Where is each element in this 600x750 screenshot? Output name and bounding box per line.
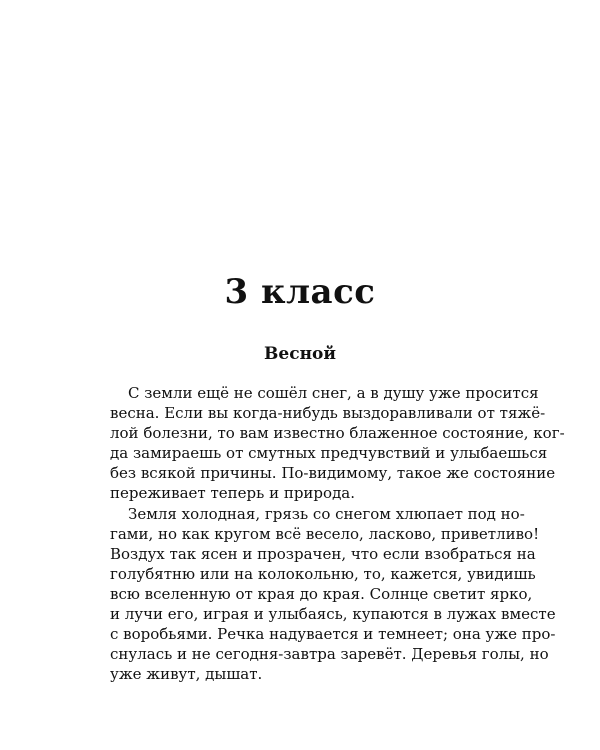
text-line: всю вселенную от края до края. Солнце светит ярко, [110,584,533,603]
body-text [110,383,565,684]
text-line: С земли ещё не сошёл снег, а в душу уже просится [128,384,539,402]
section-title: Весной [264,344,336,364]
text-line: лой болезни, то вам известно блаженное состояние, ког- [110,424,565,443]
text-line: Земля холодная, грязь со снегом хлюпает под но- [128,504,525,523]
text-line: и лучи его, играя и улыбаясь, купаются в лужах вместе [110,605,556,624]
text-line: да замираешь от смутных предчувствий и улыбаешься [110,444,548,463]
text-line: переживает теперь и природа. [110,484,356,503]
chapter-title: 3 класс [224,272,376,312]
text-line: снулась и не сегодня-завтра заревёт. Деревья голы, но [110,645,549,664]
text-line: голубятню или на колокольню, то, кажется, увидишь [110,564,536,583]
text-line: весна. Если вы когда-нибудь выздоравливали от тяжё- [110,404,546,423]
text-line: гами, но как кругом всё весело, ласково, приветливо! [110,524,540,543]
text-line: уже живут, дышат. [110,665,263,684]
text-line: с воробьями. Речка надувается и темнеет; она уже про- [110,625,556,644]
text-line: без всякой причины. По-видимому, такое же состояние [110,464,556,483]
text-line: Воздух так ясен и прозрачен, что если взобраться на [110,544,536,563]
